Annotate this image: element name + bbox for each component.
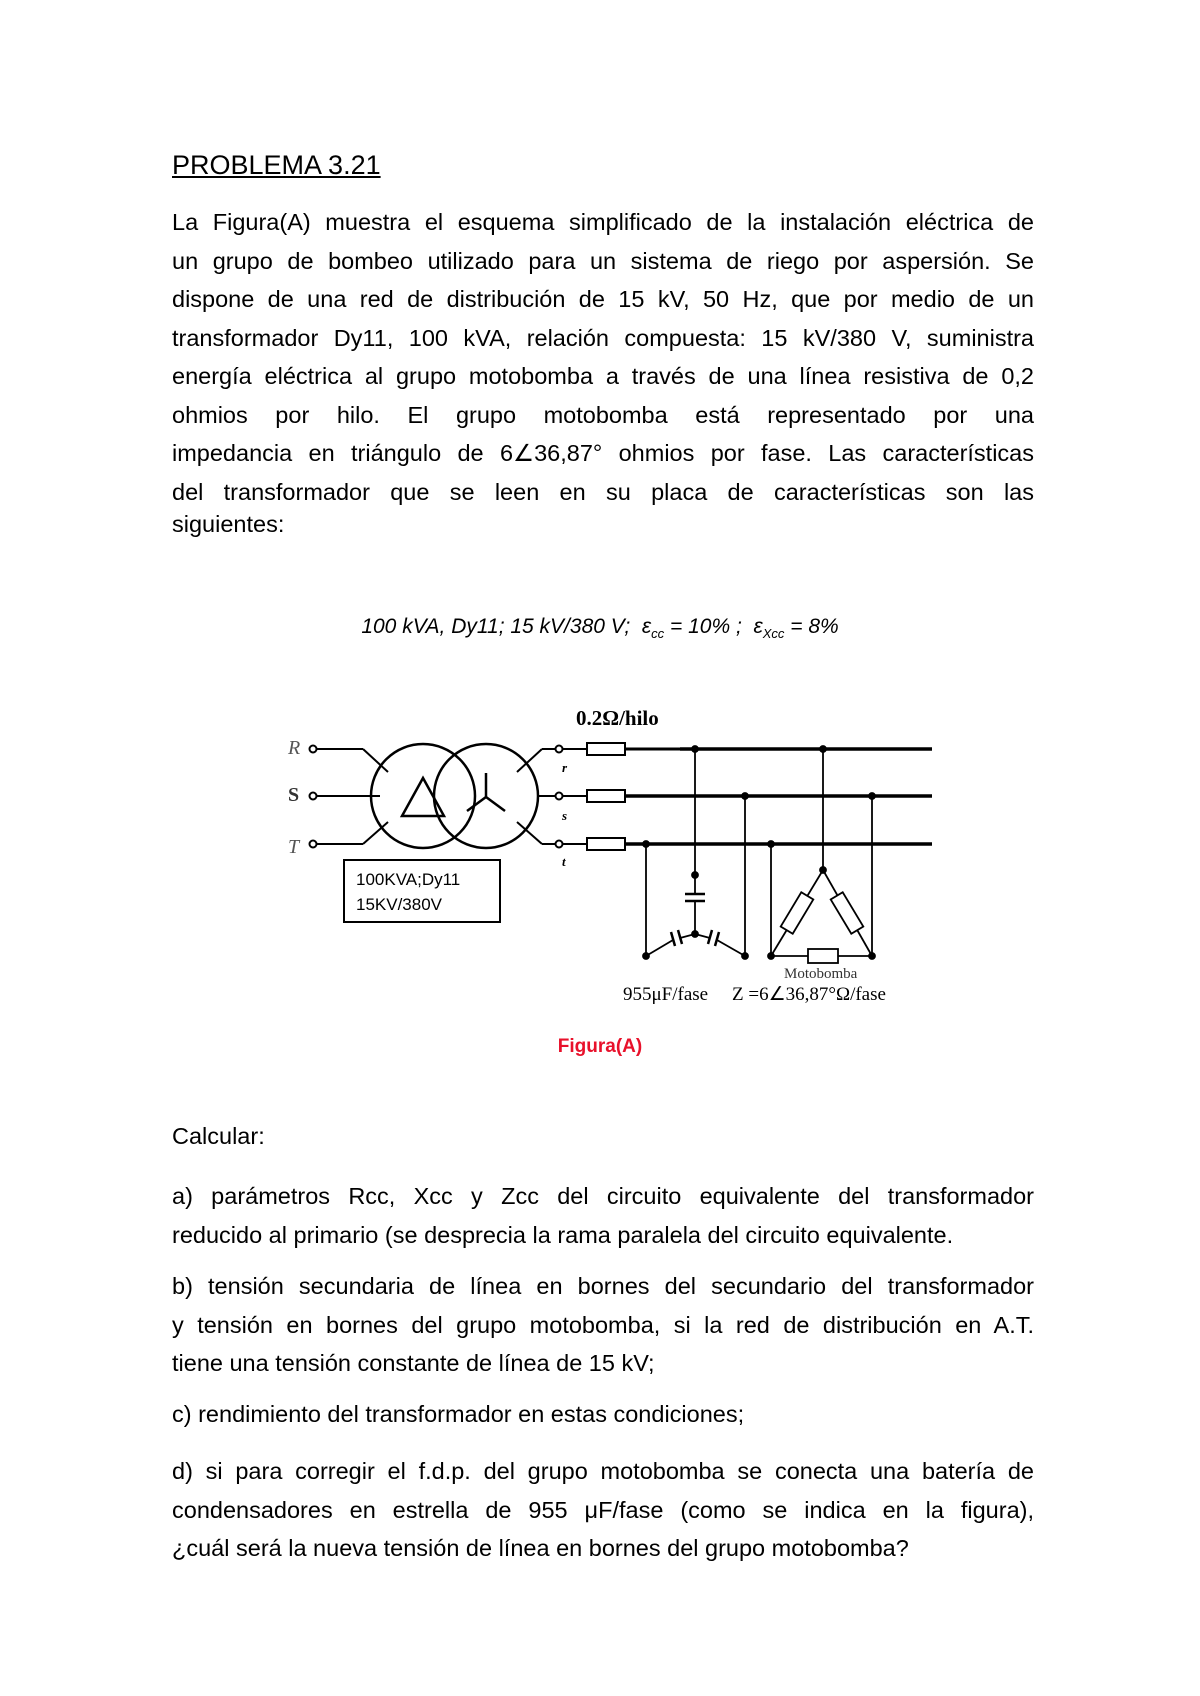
intro-line: del transformador que se leen en su placa de características son las (172, 478, 1034, 505)
transformer-box-line2: 15KV/380V (356, 895, 443, 914)
transformer-box-line1: 100KVA;Dy11 (356, 870, 461, 889)
capacitor-label: 955μF/fase (623, 984, 709, 1005)
figure-caption: Figura(A) (557, 1036, 643, 1057)
question-line: condensadores en estrella de 955 μF/fase (como se indica en la figura), (172, 1496, 1034, 1523)
eps-cc-symbol: ε (641, 615, 652, 638)
eps-cc-subscript: cc (651, 626, 665, 642)
motor-label: Motobomba (784, 966, 858, 982)
question-line: reducido al primario (se desprecia la rama paralela del circuito equivalente. (172, 1221, 954, 1248)
intro-paragraph (172, 203, 1034, 511)
line-resistance-label: 0.2Ω/hilo (576, 706, 659, 730)
phase-label-t-primary: T (288, 836, 300, 858)
question-line: b) tensión secundaria de línea en bornes del secundario del transformador (172, 1273, 1034, 1299)
question-line: a) parámetros Rcc, Xcc y Zcc del circuito equivalente del transformador (172, 1183, 1034, 1209)
intro-line: energía eléctrica al grupo motobomba a través de una línea resistiva de 0,2 (172, 363, 1034, 389)
question-c (172, 1395, 1034, 1434)
phase-label-t-secondary: t (562, 854, 566, 869)
page-title: PROBLEMA 3.21 (172, 150, 381, 180)
impedance-label: Z =6∠36,87°Ω/fase (732, 984, 886, 1005)
intro-line: dispone de una red de distribución de 15 kV, 50 Hz, que por medio de un (172, 286, 1034, 312)
eps-cc-value: = 10% ; (669, 615, 742, 638)
eps-xcc-value: = 8% (790, 615, 839, 638)
intro-line: ohmios por hilo. El grupo motobomba está representado por una (172, 401, 1034, 428)
calc-heading: Calcular: (172, 1123, 265, 1149)
intro-line: un grupo de bombeo utilizado para un sistema de riego por aspersión. Se (172, 247, 1034, 274)
eps-xcc-symbol: ε (753, 615, 763, 638)
phase-label-r-primary: R (288, 737, 301, 759)
phase-label-s-primary: S (288, 784, 300, 806)
question-d (172, 1452, 1034, 1568)
question-line: d) si para corregir el f.d.p. del grupo motobomba se conecta una batería de (172, 1458, 1034, 1484)
eps-xcc-subscript: Xcc (762, 626, 785, 642)
intro-line: transformador Dy11, 100 kVA, relación compuesta: 15 kV/380 V, suministra (172, 324, 1034, 351)
transformer-specs (0, 615, 1200, 641)
question-line: ¿cuál será la nueva tensión de línea en bornes del grupo motobomba? (172, 1535, 909, 1561)
intro-line: La Figura(A) muestra el esquema simplificado de la instalación eléctrica de (172, 209, 1034, 235)
specs-rating: 100 kVA, Dy11; 15 kV/380 V; (361, 615, 631, 638)
question-line: tiene una tensión constante de línea de 15 kV; (172, 1350, 655, 1376)
question-line: c) rendimiento del transformador en estas condiciones; (172, 1401, 745, 1427)
capacitor-bank (643, 746, 748, 959)
transformer-symbol (371, 744, 538, 848)
phase-label-r-secondary: r (562, 760, 568, 775)
intro-line: impedancia en triángulo de 6∠36,87° ohmios por fase. Las características (172, 440, 1034, 466)
question-a (172, 1177, 1034, 1254)
circuit-diagram (280, 700, 980, 1035)
phase-label-s-secondary: s (562, 808, 568, 823)
intro-last-line: siguientes: (172, 511, 285, 537)
primary-leads (310, 746, 389, 848)
motor-delta-load (768, 746, 875, 963)
question-line: y tensión en bornes del grupo motobomba, si la red de distribución en A.T. (172, 1311, 1034, 1338)
question-b (172, 1267, 1034, 1383)
